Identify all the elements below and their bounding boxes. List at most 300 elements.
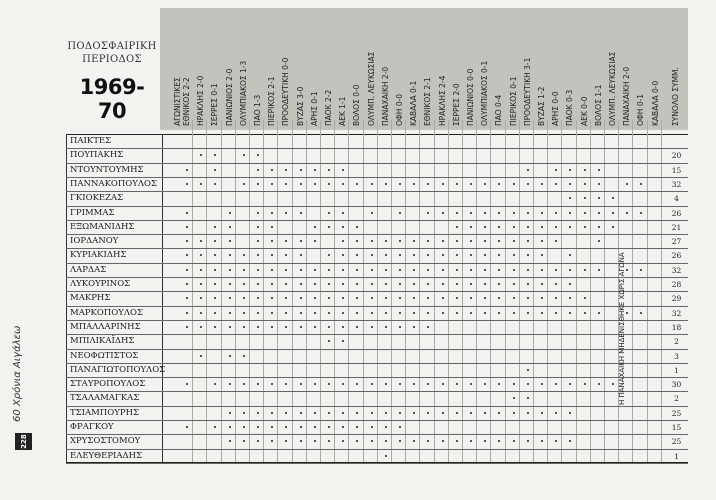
appearance-dot — [470, 240, 472, 242]
appearance-dot — [285, 326, 287, 328]
player-total: 25 — [671, 437, 682, 447]
match-column-header: ΣΕΡΡΕΣ 0-1 — [210, 83, 220, 126]
match-column-header: ΟΛΥΜΠΙΑΚΟΣ 1-3 — [238, 60, 248, 126]
appearance-dot — [371, 440, 373, 442]
appearance-dot — [229, 297, 231, 299]
appearance-dot — [200, 297, 202, 299]
appearance-dot — [427, 440, 429, 442]
appearance-dot — [371, 183, 373, 185]
appearance-dot — [399, 212, 401, 214]
appearance-dot — [541, 297, 543, 299]
appearance-dot — [484, 383, 486, 385]
appearance-dot — [442, 269, 444, 271]
appearance-dot — [257, 283, 259, 285]
appearance-dot — [498, 283, 500, 285]
appearance-dot — [513, 240, 515, 242]
appearance-dot — [229, 254, 231, 256]
appearance-dot — [300, 254, 302, 256]
appearance-dot — [243, 154, 245, 156]
appearance-dot — [285, 412, 287, 414]
appearance-dot — [342, 283, 344, 285]
row-divider — [66, 434, 688, 435]
appearance-dot — [385, 312, 387, 314]
running-head: 60 Χρόνια Αιγάλεω — [12, 325, 23, 422]
page-number: 228 — [15, 433, 32, 450]
appearance-dot — [456, 254, 458, 256]
appearance-dot — [186, 383, 188, 385]
appearance-dot — [300, 440, 302, 442]
row-divider — [66, 191, 688, 192]
appearance-dot — [456, 412, 458, 414]
appearance-dot — [200, 269, 202, 271]
player-total: 32 — [671, 308, 682, 318]
appearance-dot — [314, 283, 316, 285]
appearance-dot — [328, 383, 330, 385]
player-name: ΜΠΑΛΛΑΡΙΝΗΣ — [70, 321, 141, 332]
appearance-dot — [513, 440, 515, 442]
appearance-dot — [569, 169, 571, 171]
player-total: 3 — [674, 351, 679, 361]
appearance-dot — [285, 383, 287, 385]
appearance-dot — [314, 326, 316, 328]
appearance-dot — [285, 183, 287, 185]
row-divider — [66, 234, 688, 235]
appearance-dot — [371, 426, 373, 428]
appearance-dot — [456, 226, 458, 228]
row-divider — [66, 263, 688, 264]
player-total: 2 — [674, 394, 679, 404]
appearance-dot — [342, 340, 344, 342]
player-name: ΠΑΝΑΓΙΩΤΟΠΟΥΛΟΣ — [70, 364, 166, 375]
appearance-dot — [229, 440, 231, 442]
player-name: ΦΡΑΓΚΟΥ — [70, 422, 114, 432]
appearance-dot — [527, 369, 529, 371]
player-total: 32 — [671, 179, 682, 189]
appearance-dot — [427, 240, 429, 242]
appearance-dot — [229, 269, 231, 271]
appearance-dot — [413, 312, 415, 314]
appearance-dot — [584, 312, 586, 314]
match-column-header: ΠΑΟΚ 2-2 — [324, 89, 333, 126]
appearance-dot — [527, 440, 529, 442]
appearance-dot — [399, 240, 401, 242]
appearance-dot — [229, 412, 231, 414]
appearance-dot — [342, 440, 344, 442]
appearance-dot — [271, 312, 273, 314]
appearance-dot — [285, 440, 287, 442]
player-total: 1 — [674, 365, 679, 375]
appearance-dot — [271, 283, 273, 285]
appearance-dot — [385, 426, 387, 428]
appearance-dot — [498, 297, 500, 299]
appearance-dot — [214, 426, 216, 428]
player-name: ΧΡΥΣΟΣΤΟΜΟΥ — [70, 436, 141, 447]
row-divider — [66, 463, 688, 464]
appearance-dot — [640, 183, 642, 185]
player-total: 20 — [671, 151, 682, 161]
appearance-dot — [598, 240, 600, 242]
appearance-dot — [413, 412, 415, 414]
appearance-dot — [356, 440, 358, 442]
appearance-dot — [498, 226, 500, 228]
player-name: ΝΤΟΥΝΤΟΥΜΗΣ — [70, 164, 144, 175]
appearance-dot — [555, 183, 557, 185]
appearance-dot — [413, 326, 415, 328]
appearance-dot — [200, 355, 202, 357]
appearance-dot — [214, 283, 216, 285]
player-name: ΤΣΙΑΜΠΟΥΡΗΣ — [70, 407, 140, 418]
appearance-dot — [456, 283, 458, 285]
appearance-dot — [285, 269, 287, 271]
appearance-dot — [442, 183, 444, 185]
appearance-dot — [442, 283, 444, 285]
appearance-dot — [470, 383, 472, 385]
appearance-dot — [342, 269, 344, 271]
match-column-header: ΣΕΡΡΕΣ 2-0 — [451, 83, 461, 126]
header-matches-label: ΑΓΩΝΙΣΤΙΚΕΣ — [173, 77, 182, 126]
appearance-dot — [399, 440, 401, 442]
player-total: 21 — [671, 222, 682, 232]
match-column-header: ΚΑΒΑΛΑ 0-1 — [409, 80, 419, 126]
appearance-dot — [328, 169, 330, 171]
appearance-dot — [513, 283, 515, 285]
appearance-dot — [484, 269, 486, 271]
appearance-dot — [371, 283, 373, 285]
player-total: 30 — [671, 380, 682, 390]
appearance-dot — [470, 283, 472, 285]
appearance-dot — [498, 269, 500, 271]
appearance-dot — [640, 269, 642, 271]
player-name: ΝΕΟΦΩΤΙΣΤΟΣ — [70, 350, 139, 361]
appearance-dot — [371, 412, 373, 414]
appearance-dot — [527, 183, 529, 185]
appearance-dot — [300, 269, 302, 271]
appearance-dot — [555, 269, 557, 271]
appearance-dot — [569, 440, 571, 442]
appearance-dot — [413, 440, 415, 442]
title-line-1: ΠΟΔΟΣΦΑΙΡΙΚΗ — [67, 41, 157, 52]
appearance-dot — [243, 312, 245, 314]
match-column-header: ΠΑΝΑΧΑΙΚΗ 2-0 — [622, 66, 632, 126]
match-column-header: ΚΑΒΑΛΑ 0-0 — [650, 80, 660, 126]
appearance-dot — [342, 212, 344, 214]
appearance-dot — [371, 297, 373, 299]
match-column-header: ΗΡΑΚΛΗΣ 2-4 — [437, 75, 447, 126]
appearance-dot — [257, 312, 259, 314]
appearance-dot — [484, 297, 486, 299]
appearance-dot — [541, 254, 543, 256]
appearance-dot — [300, 212, 302, 214]
appearance-dot — [584, 226, 586, 228]
appearance-dot — [356, 183, 358, 185]
appearance-dot — [527, 312, 529, 314]
row-divider — [66, 277, 688, 278]
appearance-dot — [385, 297, 387, 299]
appearance-dot — [356, 326, 358, 328]
appearance-dot — [498, 240, 500, 242]
appearance-dot — [427, 297, 429, 299]
appearance-dot — [229, 383, 231, 385]
appearance-dot — [257, 240, 259, 242]
appearance-dot — [385, 455, 387, 457]
appearance-dot — [214, 297, 216, 299]
appearance-dot — [271, 269, 273, 271]
appearance-dot — [470, 297, 472, 299]
appearance-dot — [541, 440, 543, 442]
appearance-dot — [555, 226, 557, 228]
appearance-dot — [598, 226, 600, 228]
appearance-dot — [555, 169, 557, 171]
appearance-dot — [399, 312, 401, 314]
appearance-dot — [371, 254, 373, 256]
appearance-dot — [456, 240, 458, 242]
player-total: 1 — [674, 451, 679, 461]
title-line-2: ΠΕΡΙΟΔΟΣ — [82, 54, 142, 65]
appearance-dot — [214, 226, 216, 228]
appearance-dot — [427, 326, 429, 328]
player-total: 27 — [671, 237, 682, 247]
appearance-dot — [214, 183, 216, 185]
appearance-dot — [243, 326, 245, 328]
match-column-header: ΠΑΝΑΧΑΙΚΗ 2-0 — [380, 66, 390, 126]
appearance-dot — [300, 312, 302, 314]
appearance-dot — [598, 269, 600, 271]
appearance-dot — [243, 269, 245, 271]
appearance-dot — [243, 283, 245, 285]
appearance-dot — [186, 426, 188, 428]
appearance-dot — [399, 297, 401, 299]
appearance-dot — [527, 397, 529, 399]
appearance-dot — [442, 254, 444, 256]
appearance-dot — [427, 412, 429, 414]
appearance-dot — [314, 269, 316, 271]
appearance-dot — [484, 254, 486, 256]
appearance-dot — [314, 226, 316, 228]
row-divider — [66, 148, 688, 149]
appearance-dot — [371, 240, 373, 242]
appearance-dot — [442, 240, 444, 242]
appearance-dot — [356, 297, 358, 299]
appearance-dot — [271, 383, 273, 385]
appearance-dot — [584, 183, 586, 185]
appearance-dot — [214, 240, 216, 242]
appearance-dot — [385, 269, 387, 271]
appearance-dot — [257, 212, 259, 214]
appearance-dot — [498, 440, 500, 442]
appearance-dot — [612, 226, 614, 228]
appearance-dot — [300, 297, 302, 299]
row-divider — [66, 306, 688, 307]
appearance-dot — [498, 183, 500, 185]
appearance-dot — [555, 297, 557, 299]
row-divider — [66, 163, 688, 164]
appearance-dot — [555, 212, 557, 214]
appearance-dot — [399, 183, 401, 185]
appearance-dot — [186, 169, 188, 171]
appearance-dot — [385, 283, 387, 285]
appearance-dot — [427, 254, 429, 256]
appearance-dot — [442, 297, 444, 299]
appearance-dot — [257, 326, 259, 328]
appearance-dot — [569, 312, 571, 314]
appearance-dot — [598, 197, 600, 199]
appearance-dot — [527, 297, 529, 299]
appearance-dot — [243, 440, 245, 442]
appearance-dot — [484, 412, 486, 414]
appearance-dot — [257, 440, 259, 442]
appearance-dot — [569, 283, 571, 285]
appearance-dot — [484, 240, 486, 242]
row-divider — [66, 206, 688, 207]
appearance-dot — [584, 169, 586, 171]
appearance-dot — [300, 426, 302, 428]
appearance-dot — [214, 326, 216, 328]
appearance-dot — [314, 169, 316, 171]
appearance-dot — [555, 283, 557, 285]
appearance-dot — [413, 283, 415, 285]
appearance-dot — [186, 240, 188, 242]
appearance-dot — [569, 383, 571, 385]
appearance-dot — [555, 383, 557, 385]
appearance-dot — [427, 183, 429, 185]
appearance-dot — [271, 240, 273, 242]
match-column-header: ΒΟΛΟΣ 0-0 — [352, 84, 362, 126]
appearance-dot — [484, 183, 486, 185]
player-total: 25 — [671, 408, 682, 418]
appearance-dot — [229, 226, 231, 228]
appearance-dot — [612, 383, 614, 385]
appearance-dot — [356, 269, 358, 271]
appearance-dot — [271, 297, 273, 299]
appearance-dot — [300, 169, 302, 171]
appearance-dot — [328, 183, 330, 185]
appearance-dot — [356, 240, 358, 242]
appearance-dot — [285, 240, 287, 242]
appearance-dot — [569, 412, 571, 414]
appearance-dot — [186, 312, 188, 314]
appearance-dot — [328, 412, 330, 414]
appearance-dot — [427, 212, 429, 214]
appearance-dot — [342, 183, 344, 185]
player-total: 15 — [671, 165, 682, 175]
appearance-dot — [470, 412, 472, 414]
appearance-dot — [229, 326, 231, 328]
appearance-dot — [385, 183, 387, 185]
header-total-label: ΣΥΝΟΛΟ ΣΥΜΜ. — [671, 67, 680, 126]
match-column-header: ΠΑΟ 1-3 — [253, 94, 262, 126]
appearance-dot — [328, 226, 330, 228]
appearance-dot — [186, 297, 188, 299]
appearance-dot — [541, 269, 543, 271]
appearance-dot — [598, 212, 600, 214]
appearance-dot — [456, 269, 458, 271]
appearance-dot — [470, 254, 472, 256]
appearance-dot — [527, 226, 529, 228]
appearance-dot — [200, 183, 202, 185]
row-divider — [66, 248, 688, 249]
appearance-dot — [314, 412, 316, 414]
match-column-header: ΠΡΟΟΔΕΥΤΙΚΗ 0-0 — [281, 57, 291, 126]
appearance-dot — [371, 269, 373, 271]
appearance-dot — [541, 283, 543, 285]
appearance-dot — [513, 412, 515, 414]
appearance-dot — [356, 426, 358, 428]
appearance-dot — [541, 383, 543, 385]
appearance-dot — [527, 269, 529, 271]
appearance-dot — [342, 383, 344, 385]
appearance-dot — [371, 312, 373, 314]
player-total: 26 — [671, 208, 682, 218]
appearance-dot — [300, 283, 302, 285]
row-divider — [66, 420, 688, 421]
appearance-dot — [569, 183, 571, 185]
appearance-dot — [229, 283, 231, 285]
appearance-dot — [229, 355, 231, 357]
player-name: ΣΤΑΥΡΟΠΟΥΛΟΣ — [70, 379, 146, 390]
appearance-dot — [399, 383, 401, 385]
appearance-dot — [470, 212, 472, 214]
appearance-dot — [385, 326, 387, 328]
appearance-dot — [527, 240, 529, 242]
appearance-dot — [314, 183, 316, 185]
row-divider — [66, 291, 688, 292]
appearance-dot — [300, 383, 302, 385]
appearance-dot — [257, 412, 259, 414]
match-column-header: ΒΥΖΑΣ 1-2 — [537, 86, 546, 126]
appearance-dot — [427, 383, 429, 385]
appearance-dot — [527, 254, 529, 256]
appearance-dot — [413, 254, 415, 256]
player-name: ΚΥΡΙΑΚΙΔΗΣ — [70, 250, 127, 261]
appearance-dot — [399, 426, 401, 428]
player-total: 18 — [671, 322, 682, 332]
match-column-header: ΟΛΥΜΠΙΑΚΟΣ 0-1 — [480, 60, 490, 126]
appearance-dot — [229, 426, 231, 428]
appearance-dot — [413, 183, 415, 185]
appearance-dot — [342, 226, 344, 228]
appearance-dot — [243, 183, 245, 185]
appearance-dot — [555, 240, 557, 242]
appearance-dot — [186, 212, 188, 214]
row-divider — [66, 334, 688, 335]
appearance-dot — [200, 312, 202, 314]
match-column-header: ΕΘΝΙΚΟΣ 2-2 — [182, 77, 191, 126]
appearance-dot — [598, 383, 600, 385]
panachaiki-note: Η ΠΑΝΑΧΑΙΚΗ ΜΗΔΕΝΙΣΘΗΚΕ ΧΩΡΙΣ ΑΓΩΝΑ — [618, 252, 626, 405]
appearance-dot — [598, 312, 600, 314]
row-divider — [66, 349, 688, 350]
appearance-dot — [314, 426, 316, 428]
appearance-dot — [442, 312, 444, 314]
appearance-dot — [498, 212, 500, 214]
player-total: 29 — [671, 294, 682, 304]
appearance-dot — [569, 297, 571, 299]
appearance-dot — [470, 440, 472, 442]
match-column-header: ΠΡΟΟΔΕΥΤΙΚΗ 3-1 — [522, 57, 532, 126]
appearance-dot — [342, 412, 344, 414]
appearance-dot — [498, 312, 500, 314]
appearance-dot — [243, 355, 245, 357]
appearance-dot — [513, 212, 515, 214]
appearance-dot — [555, 412, 557, 414]
player-total: 32 — [671, 265, 682, 275]
appearance-dot — [300, 326, 302, 328]
appearance-dot — [612, 212, 614, 214]
appearance-dot — [285, 254, 287, 256]
player-total: 4 — [674, 194, 679, 204]
appearance-dot — [314, 297, 316, 299]
appearance-dot — [271, 183, 273, 185]
